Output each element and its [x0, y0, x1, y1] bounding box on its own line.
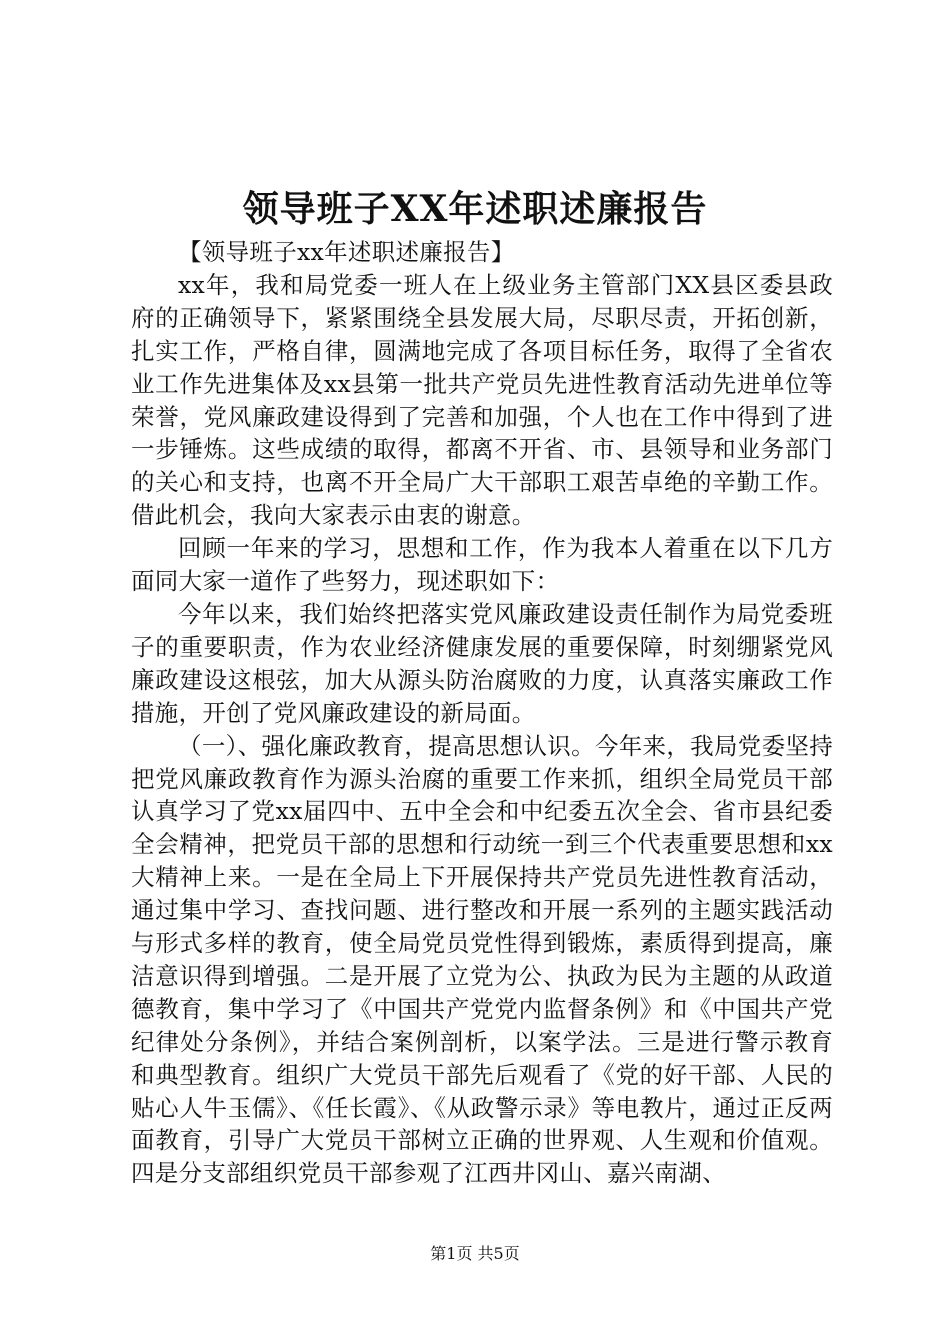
- document-title: 领导班子XX年述职述廉报告: [242, 188, 708, 230]
- document-body: [131, 236, 833, 1190]
- body-paragraph: （一）、强化廉政教育，提高思想认识。今年来，我局党委坚持把党风廉政教育作为源头治腐的重要工作来抓，组织全局党员干部认真学习了党xx届四中、五中全会和中纪委五次全会、省市县纪委全会精神，把党员干部的思想和行动统一到三个代表重要思想和xx大精神上来。一是在全局上下开展保持共产党员先进性教育活动，通过集中学习、查找问题、进行整改和开展一系列的主题实践活动与形式多样的教育，使全局党员党性得到锻炼，素质得到提高，廉洁意识得到增强。二是开展了立党为公、执政为民为主题的从政道德教育，集中学习了《中国共产党党内监督条例》和《中国共产党纪律处分条例》，并结合案例剖析，以案学法。三是进行警示教育和典型教育。组织广大党员干部先后观看了《党的好干部、人民的贴心人牛玉儒》、《任长霞》、《从政警示录》等电教片，通过正反两面教育，引导广大党员干部树立正确的世界观、人生观和价值观。四是分支部组织党员干部参观了江西井冈山、嘉兴南湖、: [131, 731, 833, 1188]
- body-paragraph: 今年以来，我们始终把落实党风廉政建设责任制作为局党委班子的重要职责，作为农业经济健康发展的重要保障，时刻绷紧党风廉政建设这根弦，加大从源头防治腐败的力度，认真落实廉政工作措施，开创了党风廉政建设的新局面。: [131, 599, 833, 727]
- body-paragraph: xx年，我和局党委一班人在上级业务主管部门XX县区委县政府的正确领导下，紧紧围绕全县发展大局，尽职尽责，开拓创新，扎实工作，严格自律，圆满地完成了各项目标任务，取得了全省农业工作先进集体及xx县第一批共产党员先进性教育活动先进单位等荣誉，党风廉政建设得到了完善和加强，个人也在工作中得到了进一步锤炼。这些成绩的取得，都离不开省、市、县领导和业务部门的关心和支持，也离不开全局广大干部职工艰苦卓绝的辛勤工作。借此机会，我向大家表示由衷的谢意。: [131, 270, 833, 530]
- body-paragraph: 【领导班子xx年述职述廉报告】: [178, 238, 515, 266]
- body-paragraph: 回顾一年来的学习，思想和工作，作为我本人着重在以下几方面同大家一道作了些努力，现述职如下：: [131, 534, 833, 596]
- page-number-footer: 第1页 共5页: [430, 1244, 520, 1263]
